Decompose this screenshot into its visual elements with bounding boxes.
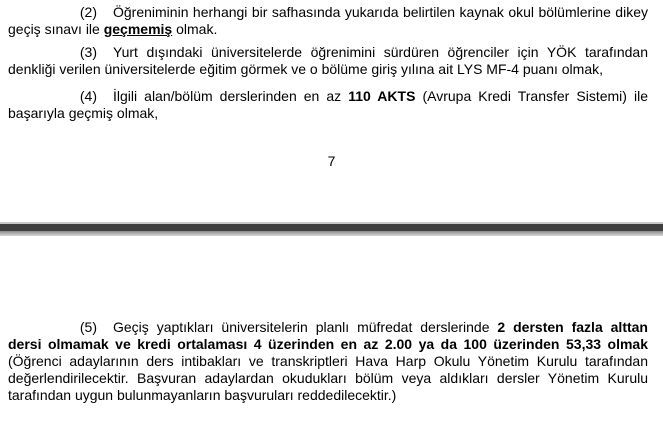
item-text: Öğreniminin herhangi bir safhasında yukarıda belirtilen kaynak okul bölümlerine dikey geçiş sınavı ile	[8, 4, 648, 37]
item-text-end: (Avrupa Kredi Transfer Sistemi) ile başarıyla geçmiş olmak,	[8, 88, 648, 121]
requirement-item-5	[8, 319, 648, 404]
requirement-item-2	[8, 4, 648, 38]
item-text: Geçiş yaptıkları üniversitelerin planlı müfredat derslerinde	[113, 319, 498, 335]
item-text: Yurt dışındaki üniversitelerde öğrenimini sürdüren öğrenciler için YÖK tarafından denkliği verilen üniversitelerde eğitim görmek ve o bölüme giriş yılına ait LYS MF-4 puanı olmak,	[8, 44, 648, 77]
item-text: İlgili alan/bölüm derslerinden en az	[113, 88, 349, 104]
page-separator	[0, 222, 663, 236]
item-text-end: olmak.	[172, 21, 218, 37]
emphasized-text: geçmemiş	[103, 21, 173, 37]
item-number: (4)	[79, 88, 97, 104]
item-number: (5)	[79, 319, 97, 335]
emphasized-text: 2 dersten fazla alttan dersi olmamak ve kredi ortalaması 4 üzerinden en az 2.00 ya da 100 üzerinden 53,33 olmak	[8, 319, 648, 352]
requirement-item-3	[8, 44, 648, 78]
item-text-end: (Öğrenci adaylarının ders intibakları ve transkriptleri Hava Harp Okulu Yönetim Kurulu tarafından değerlendirilecektir. Başvuran adaylardan okudukları bölüm veya aldıkları dersler Yönetim Kurulu tarafından uygun bulunmayanların başvuruları reddedilecektir.)	[8, 353, 648, 403]
requirement-item-4	[8, 88, 648, 122]
page-number: 7	[327, 153, 336, 169]
emphasized-text: 110 AKTS	[348, 88, 416, 104]
item-number: (2)	[79, 4, 97, 20]
item-number: (3)	[79, 44, 97, 60]
